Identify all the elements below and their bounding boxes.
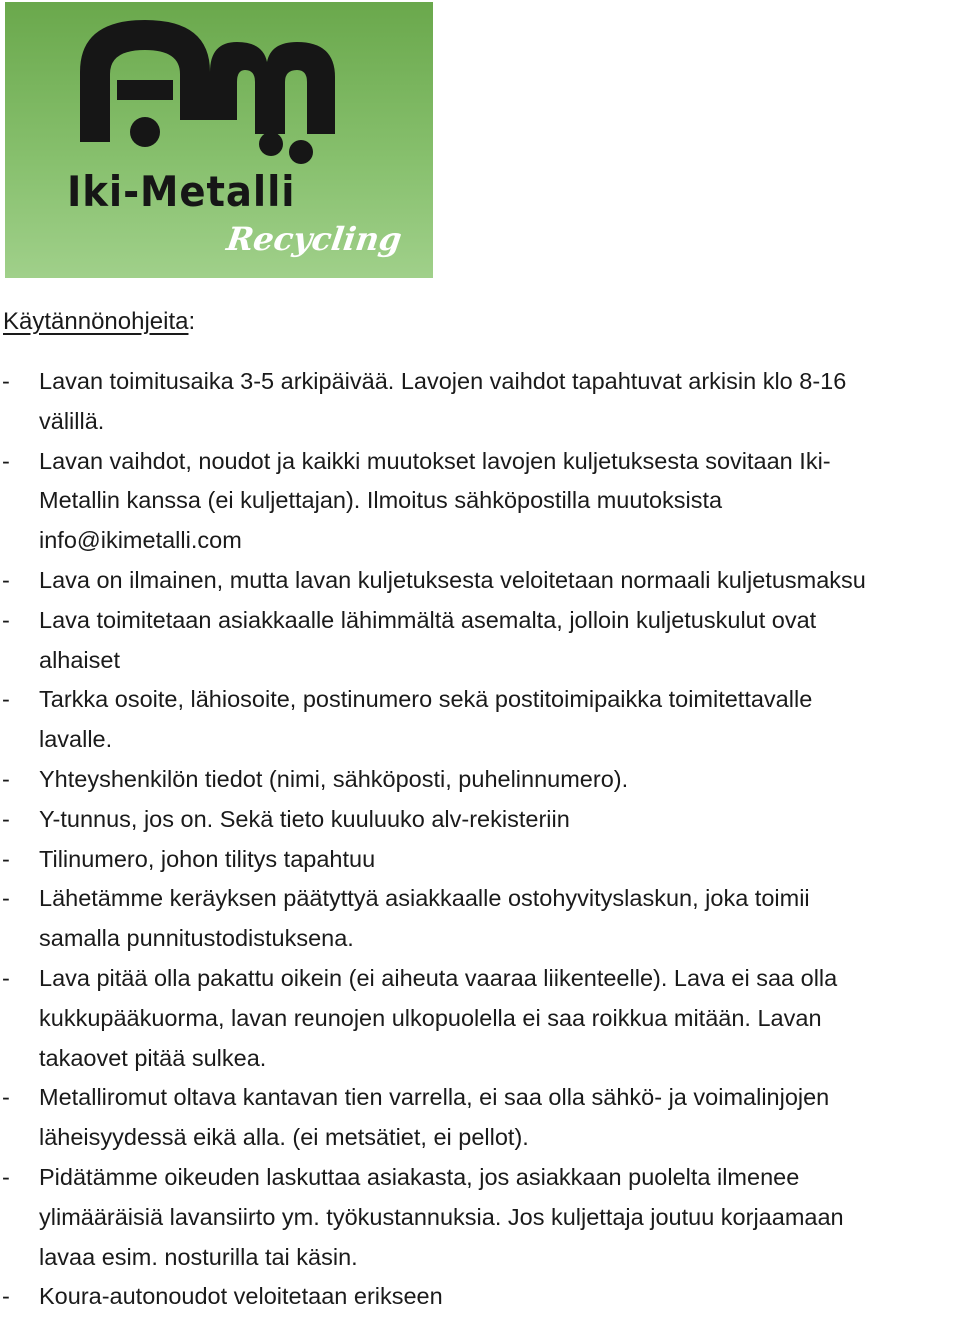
bullet-dash: - (2, 686, 10, 713)
bullet-dash: - (2, 1084, 10, 1111)
list-item (0, 800, 960, 840)
list-item (0, 760, 960, 800)
bullet-dash: - (2, 964, 10, 991)
heading-colon: : (188, 308, 196, 335)
bullet-dash: - (2, 845, 10, 872)
list-item-text: Koura-autonoudot veloitetaan erikseen (39, 1283, 443, 1310)
list-item (0, 680, 960, 760)
list-item-text: Pidätämme oikeuden laskuttaa asiakasta, jos asiakkaan puolelta ilmenee ylimääräisiä lavansiirto ym. työkustannuksia. Jos kuljettaja joutuu korjaamaan lavaa esim. nosturilla tai käsin. (39, 1163, 844, 1270)
page-heading (3, 308, 195, 336)
list-item-text: Yhteyshenkilön tiedot (nimi, sähköposti, puhelinnumero). (39, 765, 629, 792)
bullet-dash: - (2, 1283, 10, 1310)
list-item-text: Lavan vaihdot, noudot ja kaikki muutokset lavojen kuljetuksesta sovitaan Iki- Metallin kanssa (ei kuljettajan). Ilmoitus sähköpostilla muutoksista info@ikimetalli.com (39, 447, 831, 554)
list-item-text: Tilinumero, johon tilitys tapahtuu (39, 845, 376, 872)
list-item (0, 561, 960, 601)
list-item-text: Lava pitää olla pakattu oikein (ei aiheuta vaaraa liikenteelle). Lava ei saa olla kukkupääkuorma, lavan reunojen ulkopuolella ei saa roikkua mitään. Lavan takaovet pitää sulkea. (39, 964, 838, 1071)
list-item (0, 442, 960, 561)
instruction-list (0, 362, 960, 1317)
heading-text: Käytännönohjeita (3, 308, 189, 335)
list-item (0, 1158, 960, 1277)
logo-tagline: Recycling (224, 220, 405, 258)
bullet-dash: - (2, 885, 10, 912)
logo-company-name: Iki-Metalli (67, 167, 296, 216)
list-item-text: Lavan toimitusaika 3-5 arkipäivää. Lavojen vaihdot tapahtuvat arkisin klo 8-16 välillä. (39, 368, 847, 434)
list-item (0, 362, 960, 442)
list-item (0, 1277, 960, 1317)
list-item-text: Tarkka osoite, lähiosoite, postinumero sekä postitoimipaikka toimitettavalle lavalle. (39, 686, 813, 753)
list-item (0, 1078, 960, 1158)
bullet-dash: - (2, 606, 10, 633)
list-item-text: Y-tunnus, jos on. Sekä tieto kuuluuko alv-rekisteriin (39, 805, 570, 832)
company-logo (5, 2, 433, 278)
list-item (0, 840, 960, 880)
bullet-dash: - (2, 1163, 10, 1190)
bullet-dash: - (2, 765, 10, 792)
list-item (0, 959, 960, 1078)
bullet-dash: - (2, 805, 10, 832)
list-item-text: Metalliromut oltava kantavan tien varrella, ei saa olla sähkö- ja voimalinjojen läheisyydessä eikä alla. (ei metsätiet, ei pellot). (39, 1084, 830, 1151)
bullet-dash: - (2, 368, 10, 394)
list-item-text: Lava on ilmainen, mutta lavan kuljetuksesta veloitetaan normaali kuljetusmaksu (39, 566, 866, 593)
list-item (0, 879, 960, 959)
bullet-dash: - (2, 447, 10, 474)
list-item-text: Lava toimitetaan asiakkaalle lähimmältä asemalta, jolloin kuljetuskulut ovat alhaiset (39, 606, 817, 673)
bullet-dash: - (2, 566, 10, 593)
list-item (0, 601, 960, 681)
list-item-text: Lähetämme keräyksen päätyttyä asiakkaalle ostohyvityslaskun, joka toimii samalla punnitustodistuksena. (39, 885, 810, 952)
